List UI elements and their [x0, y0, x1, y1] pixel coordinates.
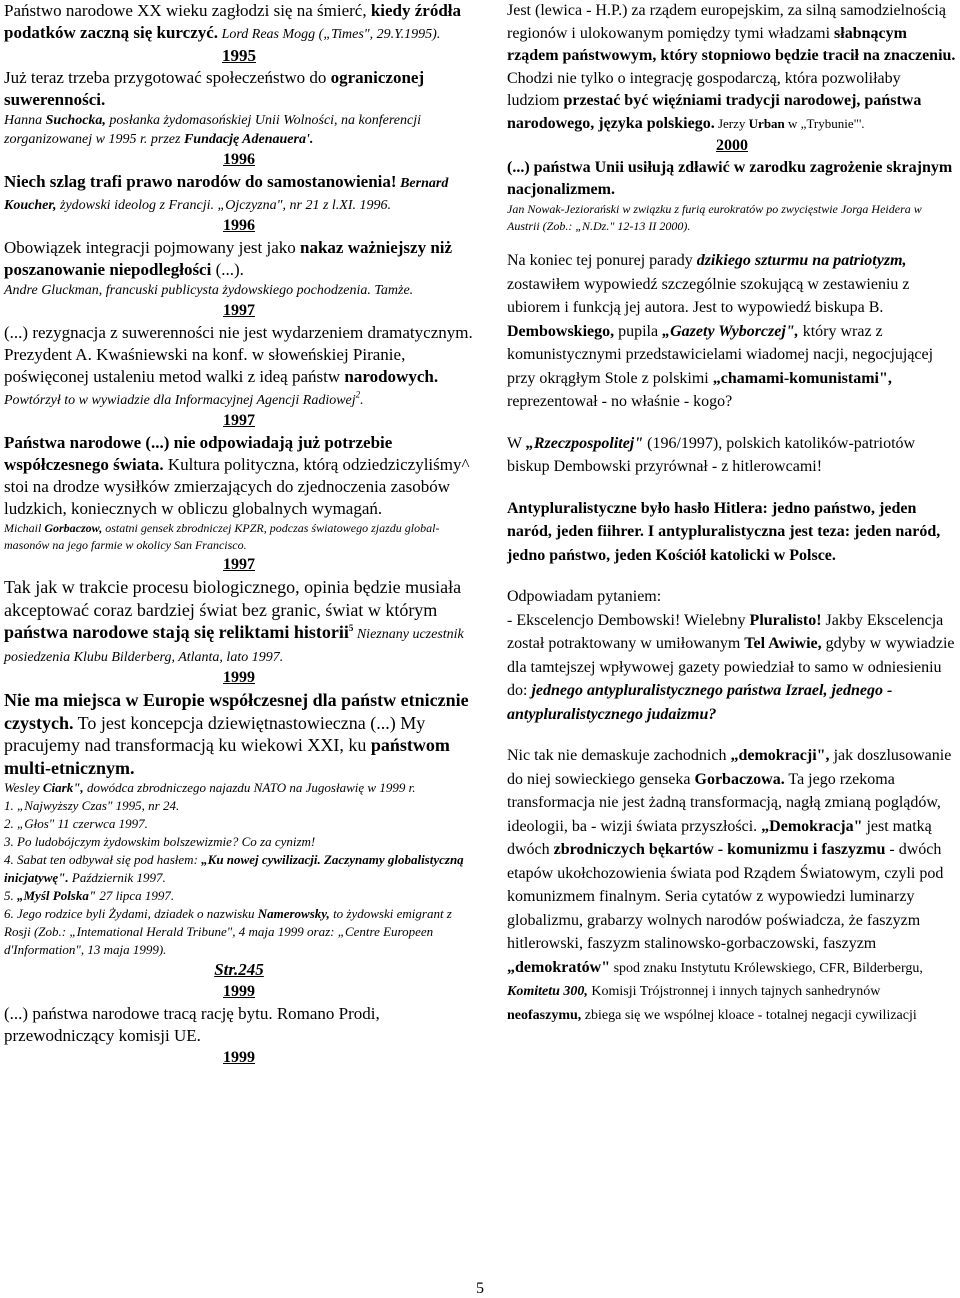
- footnote-bold: „Ku nowej cywilizacji. Zaczynamy globalistyczną inicjatywę".: [4, 852, 464, 885]
- quote-bold: przestać być więźniami tradycji narodowej, państwa narodowego, języka polskiego.: [507, 92, 922, 132]
- attribution-text: żydowski ideolog z Francji. „Ojczyzna", nr 21 z l.XI. 1996.: [56, 198, 391, 213]
- quote-urban: [507, 0, 957, 135]
- paragraph-text: - Ekscelencjo Dembowski! Wielebny: [507, 611, 750, 629]
- quote-gluckman: [4, 237, 474, 281]
- paragraph-text: Odpowiadam pytaniem:: [507, 588, 662, 605]
- paragraph-bold: „demokracji",: [730, 747, 830, 764]
- footnote-bold: „Myśl Polska": [17, 888, 97, 903]
- year-heading: 1995: [222, 46, 256, 65]
- quote-mogg-attribution: Lord Reas Mogg („Times", 29.Y.1995).: [218, 27, 441, 42]
- paragraph-bold: Tel Awiwie,: [744, 635, 822, 652]
- attribution-text: Jerzy: [714, 115, 749, 131]
- quote-text: (...).: [211, 260, 244, 279]
- attribution-name: Urban: [748, 115, 785, 131]
- paragraph-emphasis: „Gazety Wyborczej",: [662, 322, 799, 340]
- quote-prodi: (...) państwa narodowe tracą rację bytu. Romano Prodi, przewodniczący komisji UE.: [4, 1004, 380, 1045]
- paragraph-text: (196/1997), polskich katolików-patriotów biskup Dembowski przyrównał - z hitlerowcami!: [507, 434, 916, 475]
- attribution-name: Gorbaczow,: [44, 521, 103, 535]
- paragraph-bold: „Demokracja": [761, 817, 863, 835]
- year-heading: 1999: [223, 1049, 255, 1066]
- attribution-gluckman: Andre Gluckman, francuski publicysta żydowskiego pochodzenia. Tamże.: [4, 283, 414, 298]
- quote-bold: państwom multi-etnicznym.: [4, 735, 450, 778]
- paragraph-text: zbiega się we wspólnej kloace - totalnej negacji cywilizacji: [581, 1007, 917, 1023]
- attribution-text: .: [360, 393, 364, 408]
- quote-text: Chodzi nie tylko o integrację gospodarczą, która pozwoliłaby ludziom: [507, 69, 901, 109]
- paragraph-bold: Pluralisto!: [749, 611, 822, 629]
- quote-bold: słabnącym rządem państwowym, który stopniowo będzie tracił na znaczeniu.: [507, 24, 956, 64]
- left-column: [4, 0, 474, 1069]
- quote-text: To jest koncepcja dziewiętnastowieczna (...) My pracujemy nad transformacją ku wiekowi XXI, ku: [4, 712, 426, 755]
- paragraph-text: który wraz z komunistycznymi przedstawicielami wiadomej nacji, negocjującej przy okrągłym Stole z polskimi: [507, 322, 934, 387]
- footnote: [4, 905, 474, 959]
- paragraph-text: reprezentował - no właśnie - kogo?: [507, 393, 733, 410]
- paragraph-text: Ta jego rzekoma transformacja nie jest żadną transformacją, nagłą zmianą poglądów, ideologii, ba - wizji świata przyszłości.: [507, 770, 941, 835]
- paragraph-bold: „chamami-komunistami",: [712, 369, 892, 387]
- paragraph-text: Na koniec tej ponurej parady: [507, 252, 697, 269]
- paragraph-text: Komisji Trójstronnej i innych tajnych sanhedrynów: [587, 984, 881, 999]
- footnote-text: 6. Jego rodzice byli Żydami, dziadek o nazwisku: [4, 906, 258, 921]
- footnote: [4, 887, 474, 905]
- year-heading: 1999: [223, 983, 255, 1000]
- footnote-text: 4. Sabat ten odbywał się pod hasłem:: [4, 852, 202, 867]
- quote-gorbaczow: [4, 432, 474, 520]
- paragraph-text: jak doszlusowanie do niej sowieckiego genseka: [507, 747, 952, 788]
- paragraph-text: gdyby w wywiadzie dla tamtejszej wpływowej gazety powiedział to samo w odniesieniu do:: [507, 635, 955, 699]
- paragraph-antypluralism: Antypluralistyczne było hasło Hitlera: jedno państwo, jeden naród, jeden fiihrer. I antypluralistyczna jest teza: jeden naród, jedno państwo, jeden Kościół katolicki w Polsce.: [507, 499, 941, 564]
- footnote-text: 5.: [4, 888, 17, 903]
- paragraph-bold: neofaszymu,: [507, 1007, 582, 1023]
- paragraph-text: W: [507, 434, 526, 452]
- quote-bold: ograniczonej suwerenności.: [4, 68, 425, 109]
- attribution-text: w „Trybunie"'.: [784, 115, 865, 131]
- quote-text: Kultura polityczna, którą odziedziczyliśmy^ stoi na drodze wysiłków zmierzających do zjednoczenia zasobów ludzkich, koniecznych w obliczu globalnych wymagań.: [4, 455, 470, 518]
- quote-bold: państwa narodowe stają się reliktami historii: [4, 622, 349, 642]
- page-number: 5: [476, 1280, 484, 1297]
- footnote: 1. „Najwyższy Czas" 1995, nr 24.: [4, 798, 180, 813]
- footnote: 3. Po ludobójczym żydowskim bolszewizmie? Co za cynizm!: [4, 834, 316, 849]
- quote-bilderberg: [4, 576, 474, 667]
- footnote: 2. „Głos" 11 czerwca 1997.: [4, 816, 148, 831]
- quote-text: Obowiązek integracji pojmowany jest jako: [4, 238, 300, 257]
- year-heading: 1999: [223, 669, 255, 686]
- footnote: [4, 851, 474, 887]
- paragraph-emphasis: dzikiego szturmu na patriotyzm,: [696, 252, 907, 269]
- quote-mogg: [4, 0, 474, 44]
- attribution-text: posłanka żydomasońskiej Unii Wolności, na konferencji zorganizowanej w 1995 r. przez: [4, 113, 422, 147]
- attribution-nowak: Jan Nowak-Jeziorański w związku z furią eurokratów po zwycięstwie Jorga Heidera w Austrii (Zob.: „N.Dz." 12-13 II 2000).: [507, 202, 922, 233]
- attribution-text: Michail: [4, 521, 45, 535]
- attribution-text: Hanna: [4, 113, 46, 128]
- quote-bold: Nie ma miejsca w Europie współczesnej dla państw etnicznie czystych.: [4, 690, 469, 733]
- quote-bold: Niech szlag trafi prawo narodów do samostanowienia!: [4, 172, 397, 191]
- attribution-text: ostatni gensek zbrodniczej KPZR, podczas światowego zjazdu global-masonów na jego farmie w okolicy San Francisco.: [4, 521, 440, 552]
- paragraph-text: Nic tak nie demaskuje zachodnich: [507, 747, 731, 764]
- quote-mogg-text: Państwo narodowe XX wieku zagłodzi się na śmierć,: [4, 1, 367, 20]
- attribution-text: Nieznany uczestnik posiedzenia Klubu Bilderberg, Atlanta, lato 1997.: [4, 627, 464, 665]
- quote-text: Tak jak w trakcie procesu biologicznego, opinia będzie musiała akceptować coraz bardziej świat bez granic, świat w którym: [4, 577, 462, 620]
- attribution-name: Ciark",: [42, 780, 84, 795]
- paragraph-text: zostawiłem wypowiedź szczególnie szokującą w zestawieniu z ubiorem i funkcją jej autora. Jest to wypowiedź biskupa B.: [507, 275, 910, 316]
- quote-text: Już teraz trzeba przygotować społeczeństwo do: [4, 68, 331, 87]
- quote-bold: Państwa narodowe (...) nie odpowiadają już potrzebie współczesnego świata.: [4, 433, 393, 474]
- year-heading: 1996: [223, 217, 255, 234]
- footnote-text: to żydowski emigrant z Rosji (Zob.: „Intemational Herald Tribune", 4 maja 1999 oraz: „Centre Europeen d'Information", 13 maja 1999).: [4, 906, 452, 957]
- quote-eu: (...) państwa Unii usiłują zdławić w zarodku zagrożenie skrajnym nacjonalizmem.: [507, 159, 953, 198]
- paragraph-democracy: [507, 744, 957, 1026]
- paragraph-emphasis: Komitetu 300,: [507, 984, 588, 999]
- attribution-clark: [4, 779, 474, 797]
- attribution-name: Bernard Koucher,: [4, 176, 449, 213]
- page-reference: Str.245: [214, 960, 264, 979]
- footnote-text: Październik 1997.: [68, 870, 166, 885]
- quote-bold: narodowych.: [344, 367, 439, 386]
- paragraph-emphasis: jednego antypluralistycznego państwa Izrael, jednego - antypluralistycznego judaizmu?: [507, 682, 893, 723]
- paragraph-text: Jakby Ekscelencja został potraktowany w umiłowanym: [507, 611, 944, 652]
- quote-text: (...) rezygnacja z suwerenności nie jest wydarzeniem dramatycznym. Prezydent A. Kwaśniewski na konf. w słoweńskiej Piranie, poświęconej ustaleniu metod walki z ideą państw: [4, 323, 473, 386]
- quote-kwasniewski: [4, 322, 474, 410]
- quote-clark: [4, 689, 474, 779]
- year-heading: 1997: [223, 412, 255, 429]
- attribution-suchocka: [4, 111, 474, 149]
- footnote-ref: 2: [355, 389, 361, 400]
- paragraph-bold: „demokratów": [507, 958, 611, 976]
- attribution-name: Fundację Adenauera'.: [183, 132, 314, 147]
- paragraph-text: spod znaku Instytutu Królewskiego, CFR, Bilderbergu,: [610, 960, 923, 976]
- quote-suchocka: [4, 67, 474, 111]
- quote-koucher: [4, 171, 474, 215]
- paragraph-text: jest matką dwóch: [507, 817, 932, 858]
- attribution-text: Wesley: [4, 780, 43, 795]
- year-heading: 1997: [223, 556, 255, 573]
- footnote-ref: 5: [348, 623, 354, 633]
- paragraph-parade: [507, 249, 957, 414]
- attribution-text: Powtórzył to w wywiadzie dla Informacyjnej Agencji Radiowej: [4, 393, 356, 408]
- right-column: [507, 0, 957, 1026]
- paragraph-text: - dwóch etapów ukołchozowienia świata pod Rządem Światowym, czyli pod komunizmem finalnym. Seria cytatów z wypowiedzi luminarzy globalizmu, grabarzy wolnych narodów poświadcza, że faszyzm hitlerowski, faszyzm stalinowsko-gorbaczowski, faszyzm: [507, 841, 944, 952]
- paragraph-bold: Gorbaczowa.: [694, 770, 785, 788]
- year-heading: 1997: [223, 302, 255, 319]
- footnote-bold: Namerowsky,: [257, 906, 330, 921]
- quote-bold: nakaz ważniejszy niż poszanowanie niepodległości: [4, 238, 453, 279]
- year-heading: 2000: [716, 137, 748, 154]
- footnote-text: 27 lipca 1997.: [96, 888, 175, 903]
- attribution-gorbaczow: [4, 520, 474, 554]
- paragraph-text: pupila: [614, 322, 663, 340]
- attribution-text: dowódca zbrodniczego najazdu NATO na Jugosławię w 1999 r.: [83, 780, 416, 795]
- attribution-name: Suchocka,: [45, 113, 106, 128]
- quote-text: Jest (lewica - H.P.) za rządem europejskim, za silną samodzielnością regionów i ulokowanym pomiędzy tymi władzami: [507, 2, 946, 42]
- year-heading: 1996: [223, 151, 255, 168]
- paragraph-answer: [507, 585, 957, 726]
- quote-mogg-bold: kiedy źródła podatków zaczną się kurczyć.: [4, 1, 462, 42]
- paragraph-rzeczpospolita: [507, 432, 957, 479]
- paragraph-bold: Dembowskiego,: [507, 322, 615, 340]
- paragraph-emphasis: „Rzeczpospolitej": [525, 434, 644, 452]
- paragraph-bold: zbrodniczych bękartów - komunizmu i faszyzmu: [553, 841, 886, 858]
- footnotes: [4, 797, 474, 959]
